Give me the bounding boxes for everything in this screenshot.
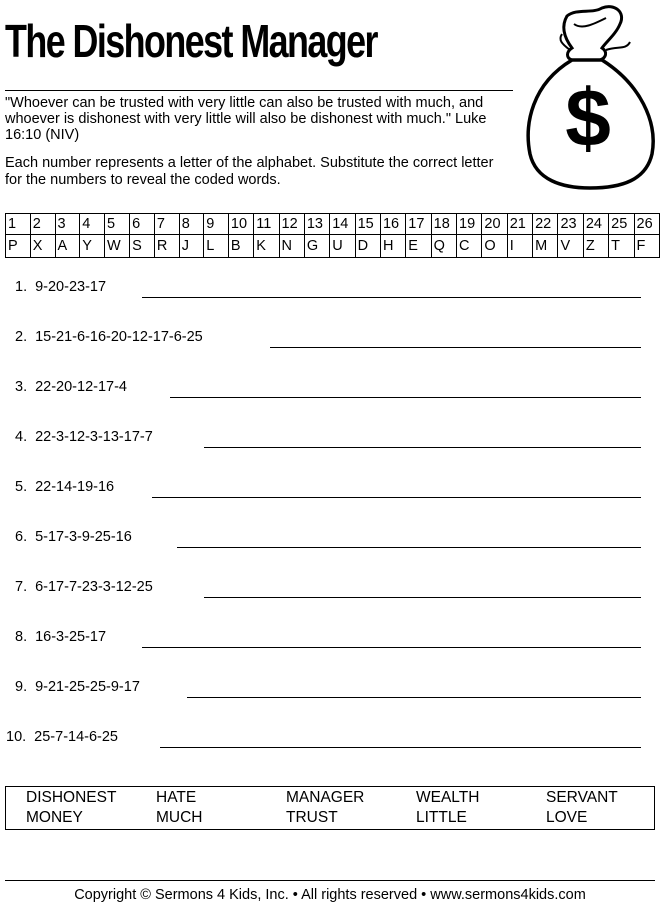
key-letter-cell: H: [380, 235, 405, 258]
word-bank-item: WEALTH: [416, 789, 480, 806]
question-code: 6-17-7-23-3-12-25: [35, 579, 153, 595]
key-number-cell: 23: [558, 214, 583, 235]
key-letter-cell: D: [355, 235, 380, 258]
key-letter-cell: M: [533, 235, 558, 258]
cipher-key-table: [5, 213, 660, 258]
question-number: 2.: [15, 329, 28, 345]
key-number-cell: 10: [228, 214, 253, 235]
question-code: 9-21-25-25-9-17: [35, 679, 140, 695]
question-code: 25-7-14-6-25: [34, 729, 118, 745]
word-bank-item: HATE: [156, 789, 197, 806]
question-row: [15, 629, 106, 645]
key-number-cell: 11: [254, 214, 279, 235]
key-letter-cell: U: [330, 235, 355, 258]
key-number-cell: 3: [55, 214, 80, 235]
dollar-sign: $: [565, 73, 611, 164]
answer-line[interactable]: [142, 297, 641, 298]
money-bag-icon: [522, 4, 656, 190]
key-number-cell: 9: [204, 214, 229, 235]
question-code: 22-20-12-17-4: [35, 379, 127, 395]
question-number: 5.: [15, 479, 28, 495]
answer-line[interactable]: [160, 747, 641, 748]
key-number-cell: 19: [457, 214, 482, 235]
answer-line[interactable]: [204, 447, 641, 448]
answer-line[interactable]: [170, 397, 641, 398]
key-letter-cell: E: [406, 235, 431, 258]
question-row: [15, 429, 153, 445]
word-bank-item: MONEY: [26, 809, 83, 826]
key-letter-cell: T: [609, 235, 634, 258]
answer-line[interactable]: [152, 497, 641, 498]
key-number-cell: 12: [279, 214, 304, 235]
question-number: 9.: [15, 679, 28, 695]
key-number-cell: 2: [30, 214, 55, 235]
question-number: 8.: [15, 629, 28, 645]
question-code: 15-21-6-16-20-12-17-6-25: [35, 329, 203, 345]
question-number: 4.: [15, 429, 28, 445]
answer-line[interactable]: [270, 347, 641, 348]
word-bank-item: LITTLE: [416, 809, 467, 826]
key-number-cell: 18: [431, 214, 456, 235]
key-letter-cell: P: [6, 235, 31, 258]
key-letter-cell: C: [457, 235, 482, 258]
key-number-cell: 26: [634, 214, 659, 235]
key-number-cell: 14: [330, 214, 355, 235]
title-divider: [5, 90, 513, 91]
word-bank-item: DISHONEST: [26, 789, 117, 806]
key-letter-cell: S: [130, 235, 155, 258]
key-number-cell: 22: [533, 214, 558, 235]
key-letter-cell: N: [279, 235, 304, 258]
key-letter-cell: G: [304, 235, 329, 258]
question-number: 10.: [6, 729, 27, 745]
key-letter-cell: L: [204, 235, 229, 258]
word-bank-item: SERVANT: [546, 789, 618, 806]
question-code: 16-3-25-17: [35, 629, 107, 645]
instructions: Each number represents a letter of the alphabet. Substitute the correct letter for the numbers to reveal the coded words.: [5, 155, 494, 188]
question-row: [6, 729, 118, 745]
answer-line[interactable]: [177, 547, 641, 548]
key-letter-cell: Y: [80, 235, 105, 258]
question-number: 3.: [15, 379, 28, 395]
key-letter-cell: I: [507, 235, 532, 258]
key-number-cell: 20: [482, 214, 507, 235]
key-number-cell: 13: [304, 214, 329, 235]
key-letter-cell: Q: [431, 235, 456, 258]
key-number-cell: 24: [583, 214, 608, 235]
footer-divider: [5, 880, 655, 881]
key-letter-cell: R: [154, 235, 179, 258]
key-number-cell: 6: [130, 214, 155, 235]
key-number-cell: 1: [6, 214, 31, 235]
answer-line[interactable]: [204, 597, 641, 598]
key-letter-cell: K: [254, 235, 279, 258]
word-bank: [5, 786, 655, 830]
key-number-cell: 25: [609, 214, 634, 235]
question-row: [15, 279, 106, 295]
key-number-cell: 7: [154, 214, 179, 235]
key-letter-cell: B: [228, 235, 253, 258]
copyright-footer: Copyright © Sermons 4 Kids, Inc. • All rights reserved • www.sermons4kids.com: [74, 887, 586, 903]
question-row: [15, 529, 132, 545]
key-number-cell: 4: [80, 214, 105, 235]
question-number: 1.: [15, 279, 28, 295]
question-code: 22-14-19-16: [35, 479, 115, 495]
key-letter-cell: O: [482, 235, 507, 258]
word-bank-item: LOVE: [546, 809, 588, 826]
key-number-cell: 5: [105, 214, 130, 235]
question-row: [15, 479, 114, 495]
question-row: [15, 379, 127, 395]
answer-line[interactable]: [142, 647, 641, 648]
word-bank-item: MUCH: [156, 809, 203, 826]
key-letter-cell: W: [105, 235, 130, 258]
scripture-quote: "Whoever can be trusted with very little can also be trusted with much, and whoever is dishonest with very little will also be dishonest with much." Luke 16:10 (NIV): [5, 95, 487, 143]
question-code: 9-20-23-17: [35, 279, 107, 295]
question-code: 22-3-12-3-13-17-7: [35, 429, 153, 445]
question-row: [15, 329, 203, 345]
key-letter-cell: Z: [583, 235, 608, 258]
question-code: 5-17-3-9-25-16: [35, 529, 132, 545]
key-letter-cell: A: [55, 235, 80, 258]
word-bank-item: MANAGER: [286, 789, 365, 806]
question-row: [15, 579, 153, 595]
key-letter-cell: X: [30, 235, 55, 258]
key-number-cell: 8: [179, 214, 204, 235]
key-number-cell: 16: [380, 214, 405, 235]
word-bank-item: TRUST: [286, 809, 338, 826]
key-number-cell: 15: [355, 214, 380, 235]
answer-line[interactable]: [187, 697, 641, 698]
key-letter-cell: F: [634, 235, 659, 258]
key-letter-cell: J: [179, 235, 204, 258]
question-row: [15, 679, 140, 695]
key-letter-cell: V: [558, 235, 583, 258]
question-number: 6.: [15, 529, 28, 545]
question-number: 7.: [15, 579, 28, 595]
key-number-cell: 17: [406, 214, 431, 235]
page-title: The Dishonest Manager: [5, 15, 377, 67]
key-number-cell: 21: [507, 214, 532, 235]
